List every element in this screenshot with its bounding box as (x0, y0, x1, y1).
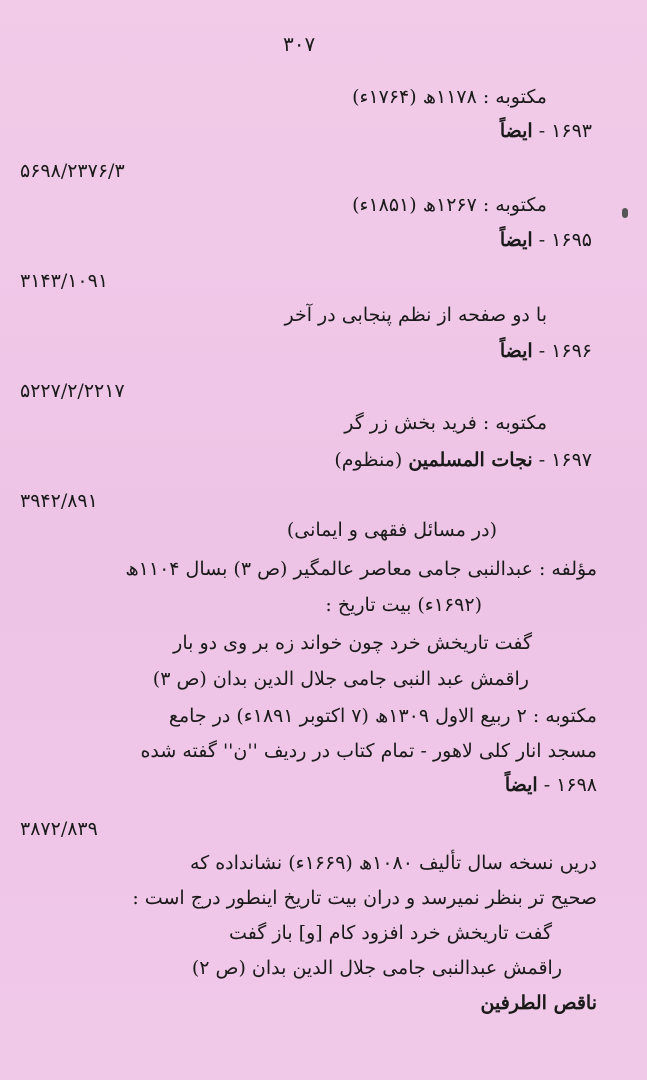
verse-line: راقمش عبدالنبی جامی جلال الدین بدان (ص ۲) (191, 957, 562, 979)
entry-number: ۱۶۹۶ (551, 340, 592, 362)
shelf-number: ۳۹۴۲/۸۹۱ (20, 490, 98, 512)
entry-number: ۱۶۹۸ (556, 774, 597, 796)
shelf-number: ۳۸۷۲/۸۳۹ (20, 818, 98, 840)
ink-mark (622, 208, 628, 218)
shelf-number: ۵۶۹۸/۲۳۷۶/۳ (20, 160, 125, 182)
entry-note: مسجد انار کلی لاهور - تمام کتاب در ردیف ''ن'' گفته شده (140, 740, 597, 762)
entry-heading: ۱۶۹۵ - ایضاً (499, 229, 592, 251)
entry-heading: ۱۶۹۳ - ایضاً (499, 120, 592, 142)
entry-note: (۱۶۹۲ء) بیت تاریخ : (325, 594, 482, 616)
entry-note: مکتوبه : ۱۲۶۷ھ (۱۸۵۱ء) (352, 194, 547, 216)
entry-note: (در مسائل فقهی و ایمانی) (286, 519, 497, 541)
entry-heading: ۱۶۹۸ - ایضاً (504, 774, 597, 796)
entry-heading: ۱۶۹۷ - نجات المسلمین (منظوم) (334, 449, 592, 471)
entry-number: ۱۶۹۷ (551, 449, 592, 471)
entry-heading: ۱۶۹۶ - ایضاً (499, 340, 592, 362)
closing-note: دریں نسخه سال تألیف ۱۰۸۰ھ (۱۶۶۹ء) نشانداده که (189, 852, 597, 874)
verse-line: گفت تاریخش خرد افزود کام [و] باز گفت (229, 922, 552, 944)
shelf-number: ۵۲۲۷/۲/۲۲۱۷ (20, 380, 125, 402)
shelf-number: ۳۱۴۳/۱۰۹۱ (20, 270, 109, 292)
entry-title: ایضاً (499, 120, 533, 142)
closing-note: ناقص الطرفین (480, 992, 597, 1014)
verse-line: گفت تاریخش خرد چون خواند زه بر وی دو بار (173, 632, 532, 654)
entry-note: با دو صفحه از نظم پنجابی در آخر (284, 304, 547, 326)
entry-title: ایضاً (504, 774, 538, 796)
entry-title-note: (منظوم) (334, 449, 403, 471)
entry-note: مؤلفه : عبدالنبی جامی معاصر عالمگیر (ص ۳) بسال ۱۱۰۴ھ (125, 558, 597, 580)
entry-note: مکتوبه : فرید بخش زر گر (344, 412, 547, 434)
entry-title: ایضاً (499, 340, 533, 362)
entry-number: ۱۶۹۵ (551, 229, 592, 251)
closing-note: صحیح تر بنظر نمیرسد و دران بیت تاریخ اینطور درج است : (132, 887, 597, 909)
page-number: ۳۰۷ (283, 32, 316, 56)
entry-note: مکتوبه : ۲ ربیع الاول ۱۳۰۹ھ (۷ اکتوبر ۱۸۹۱ء) در جامع (168, 705, 597, 727)
verse-line: راقمش عبد النبی جامی جلال الدین بدان (ص ۳) (152, 668, 529, 690)
entry-number: ۱۶۹۳ (551, 120, 592, 142)
entry-note: مکتوبه : ۱۱۷۸ھ (۱۷۶۴ء) (352, 86, 547, 108)
entry-title: ایضاً (499, 229, 533, 251)
entry-title: نجات المسلمین (408, 449, 533, 471)
